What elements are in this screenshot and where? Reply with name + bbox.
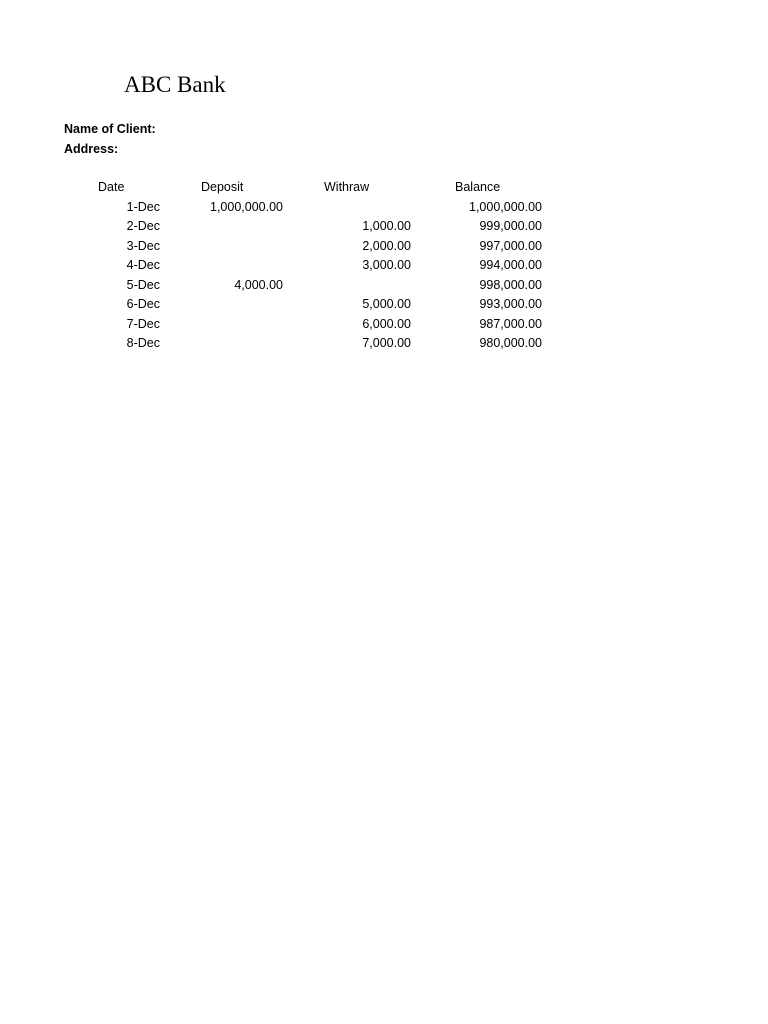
balance-cell: 999,000.00 (479, 219, 542, 233)
table-row (0, 315, 768, 335)
withraw-cell: 7,000.00 (362, 336, 411, 350)
withraw-cell: 6,000.00 (362, 316, 411, 331)
balance-cell: 980,000.00 (479, 336, 542, 350)
table-row (0, 217, 768, 237)
bank-title: ABC Bank (124, 72, 226, 97)
client-name-label: Name of Client: (64, 122, 156, 136)
date-cell: 6-Dec (126, 297, 160, 311)
table-row (0, 237, 768, 257)
deposit-cell: 4,000.00 (234, 277, 283, 292)
balance-cell: 1,000,000.00 (469, 199, 542, 214)
deposit-cell: 1,000,000.00 (210, 199, 283, 214)
withraw-cell: 3,000.00 (362, 258, 411, 272)
transaction-table (0, 178, 768, 354)
date-cell: 5-Dec (126, 277, 160, 292)
balance-cell: 987,000.00 (479, 316, 542, 331)
date-cell: 1-Dec (126, 199, 160, 214)
header-date: Date (98, 180, 125, 194)
table-header-row (0, 178, 768, 198)
date-cell: 8-Dec (126, 336, 160, 350)
table-row (0, 295, 768, 315)
date-cell: 3-Dec (126, 238, 160, 253)
table-row (0, 198, 768, 218)
balance-cell: 998,000.00 (479, 277, 542, 292)
date-cell: 2-Dec (126, 219, 160, 233)
balance-cell: 997,000.00 (479, 238, 542, 253)
date-cell: 7-Dec (126, 316, 160, 331)
address-label: Address: (64, 142, 119, 156)
balance-cell: 993,000.00 (479, 297, 542, 311)
date-cell: 4-Dec (126, 258, 160, 272)
withraw-cell: 2,000.00 (362, 238, 411, 253)
header-balance: Balance (455, 180, 501, 194)
table-row (0, 334, 768, 354)
table-row (0, 256, 768, 276)
table-row (0, 276, 768, 296)
balance-cell: 994,000.00 (479, 258, 542, 272)
header-deposit: Deposit (201, 180, 244, 194)
withraw-cell: 5,000.00 (362, 297, 411, 311)
header-withraw: Withraw (324, 180, 370, 194)
withraw-cell: 1,000.00 (362, 219, 411, 233)
